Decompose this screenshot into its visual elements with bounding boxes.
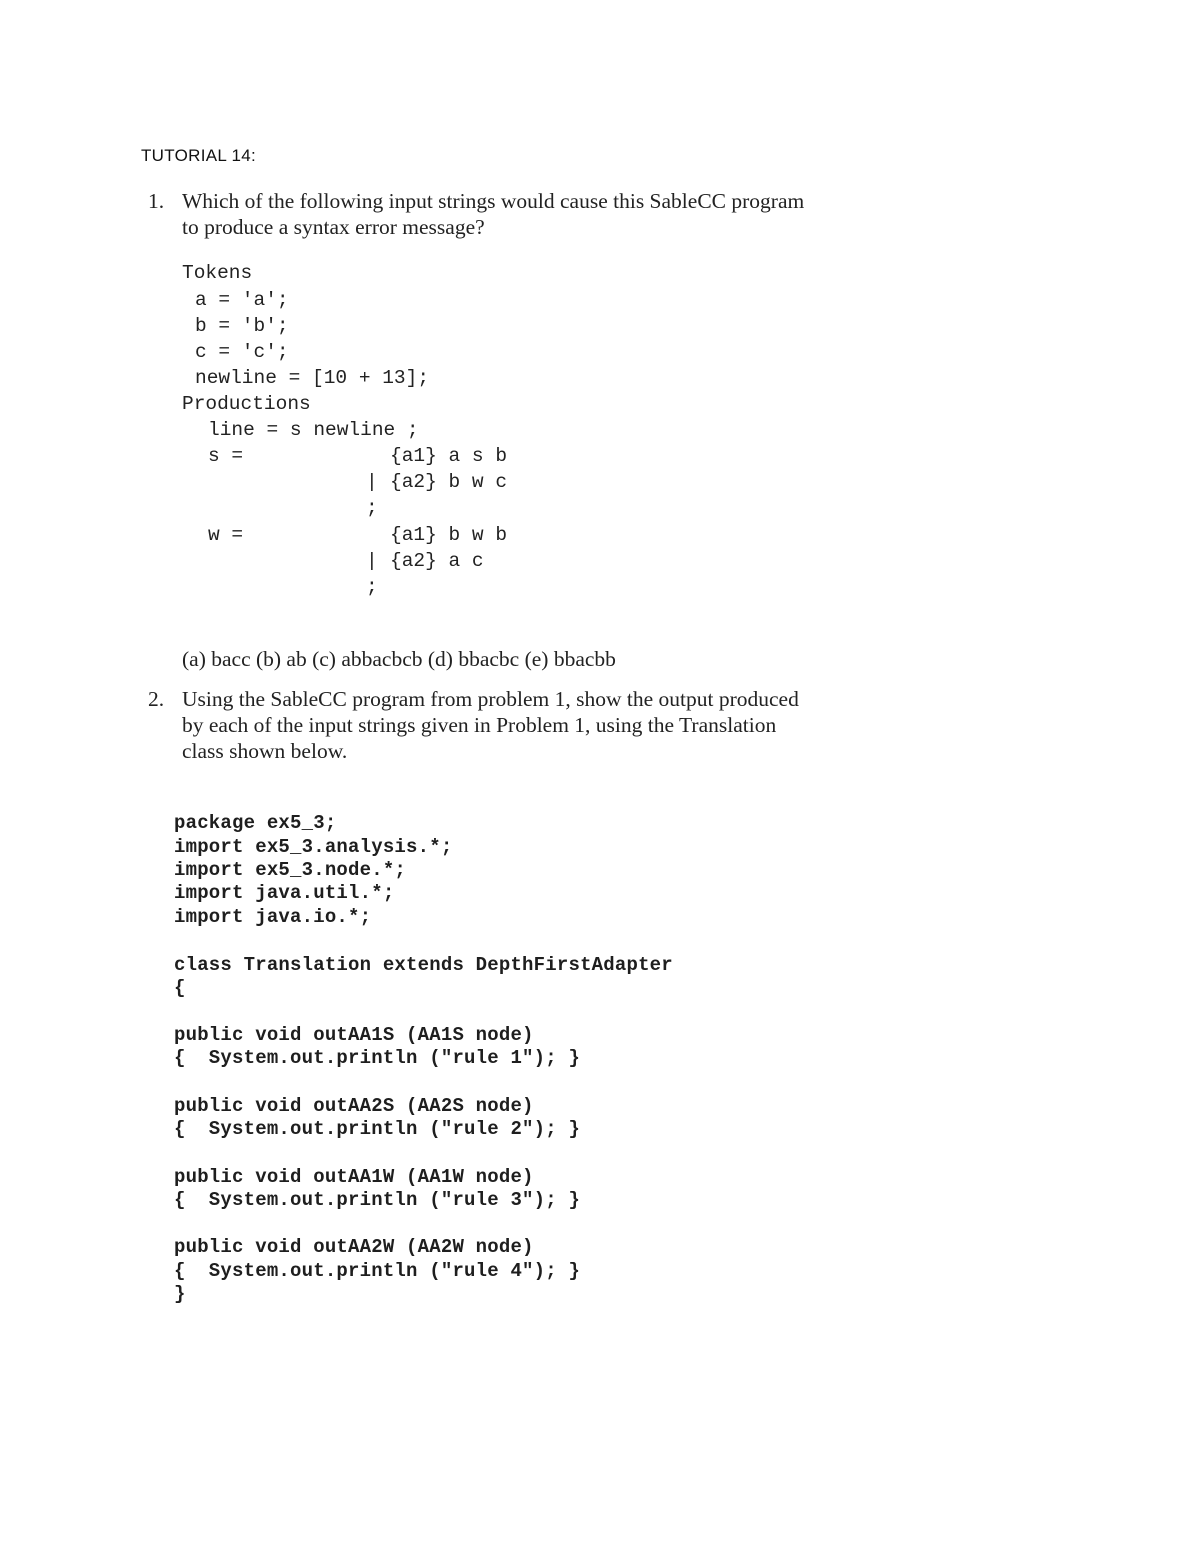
- code-line: public void outAA2S (AA2S node): [174, 1095, 534, 1117]
- code-line: package ex5_3;: [174, 812, 337, 834]
- code-line: { System.out.println ("rule 2"); }: [174, 1118, 581, 1140]
- grammar-tokens-keyword: Tokens: [182, 262, 253, 284]
- code-line: public void outAA2W (AA2W node): [174, 1236, 534, 1258]
- code-line: public void outAA1W (AA1W node): [174, 1166, 534, 1188]
- grammar-token-a: a = 'a';: [195, 289, 289, 311]
- grammar-w-end: ;: [366, 576, 378, 598]
- grammar-s-bar: |: [366, 471, 378, 493]
- code-line: import ex5_3.node.*;: [174, 859, 407, 881]
- grammar-w-alt-1: {a1} b w b: [390, 524, 508, 546]
- code-line: import java.io.*;: [174, 906, 372, 928]
- code-line: import java.util.*;: [174, 882, 395, 904]
- code-line: { System.out.println ("rule 4"); }: [174, 1260, 581, 1282]
- code-line: { System.out.println ("rule 1"); }: [174, 1047, 581, 1069]
- grammar-token-c: c = 'c';: [195, 341, 289, 363]
- code-line: public void outAA1S (AA1S node): [174, 1024, 534, 1046]
- q1-answer-choices: (a) bacc (b) ab (c) abbacbcb (d) bbacbc (e) bbacbb: [182, 647, 616, 671]
- q2-text-line-3: class shown below.: [182, 739, 348, 763]
- grammar-s-lhs: s =: [208, 445, 244, 467]
- code-line: {: [174, 977, 186, 999]
- q1-number: 1.: [148, 189, 165, 213]
- grammar-s-alt-2: {a2} b w c: [390, 471, 508, 493]
- code-line: class Translation extends DepthFirstAdapter: [174, 954, 673, 976]
- q2-number: 2.: [148, 687, 165, 711]
- grammar-token-b: b = 'b';: [195, 315, 289, 337]
- q1-text-line-2: to produce a syntax error message?: [182, 215, 485, 239]
- grammar-line-production: line = s newline ;: [208, 419, 419, 441]
- grammar-s-end: ;: [366, 497, 378, 519]
- grammar-productions-keyword: Productions: [182, 393, 311, 415]
- page-heading: TUTORIAL 14:: [141, 146, 257, 165]
- grammar-w-lhs: w =: [208, 524, 244, 546]
- code-line: { System.out.println ("rule 3"); }: [174, 1189, 581, 1211]
- q1-text-line-1: Which of the following input strings would cause this SableCC program: [182, 189, 805, 213]
- q2-text-line-2: by each of the input strings given in Problem 1, using the Translation: [182, 713, 777, 737]
- grammar-w-alt-2: {a2} a c: [390, 550, 484, 572]
- q2-text-line-1: Using the SableCC program from problem 1, show the output produced: [182, 687, 799, 711]
- grammar-w-bar: |: [366, 550, 378, 572]
- grammar-token-newline: newline = [10 + 13];: [195, 367, 430, 389]
- code-line: }: [174, 1283, 186, 1305]
- code-line: import ex5_3.analysis.*;: [174, 836, 453, 858]
- grammar-s-alt-1: {a1} a s b: [390, 445, 508, 467]
